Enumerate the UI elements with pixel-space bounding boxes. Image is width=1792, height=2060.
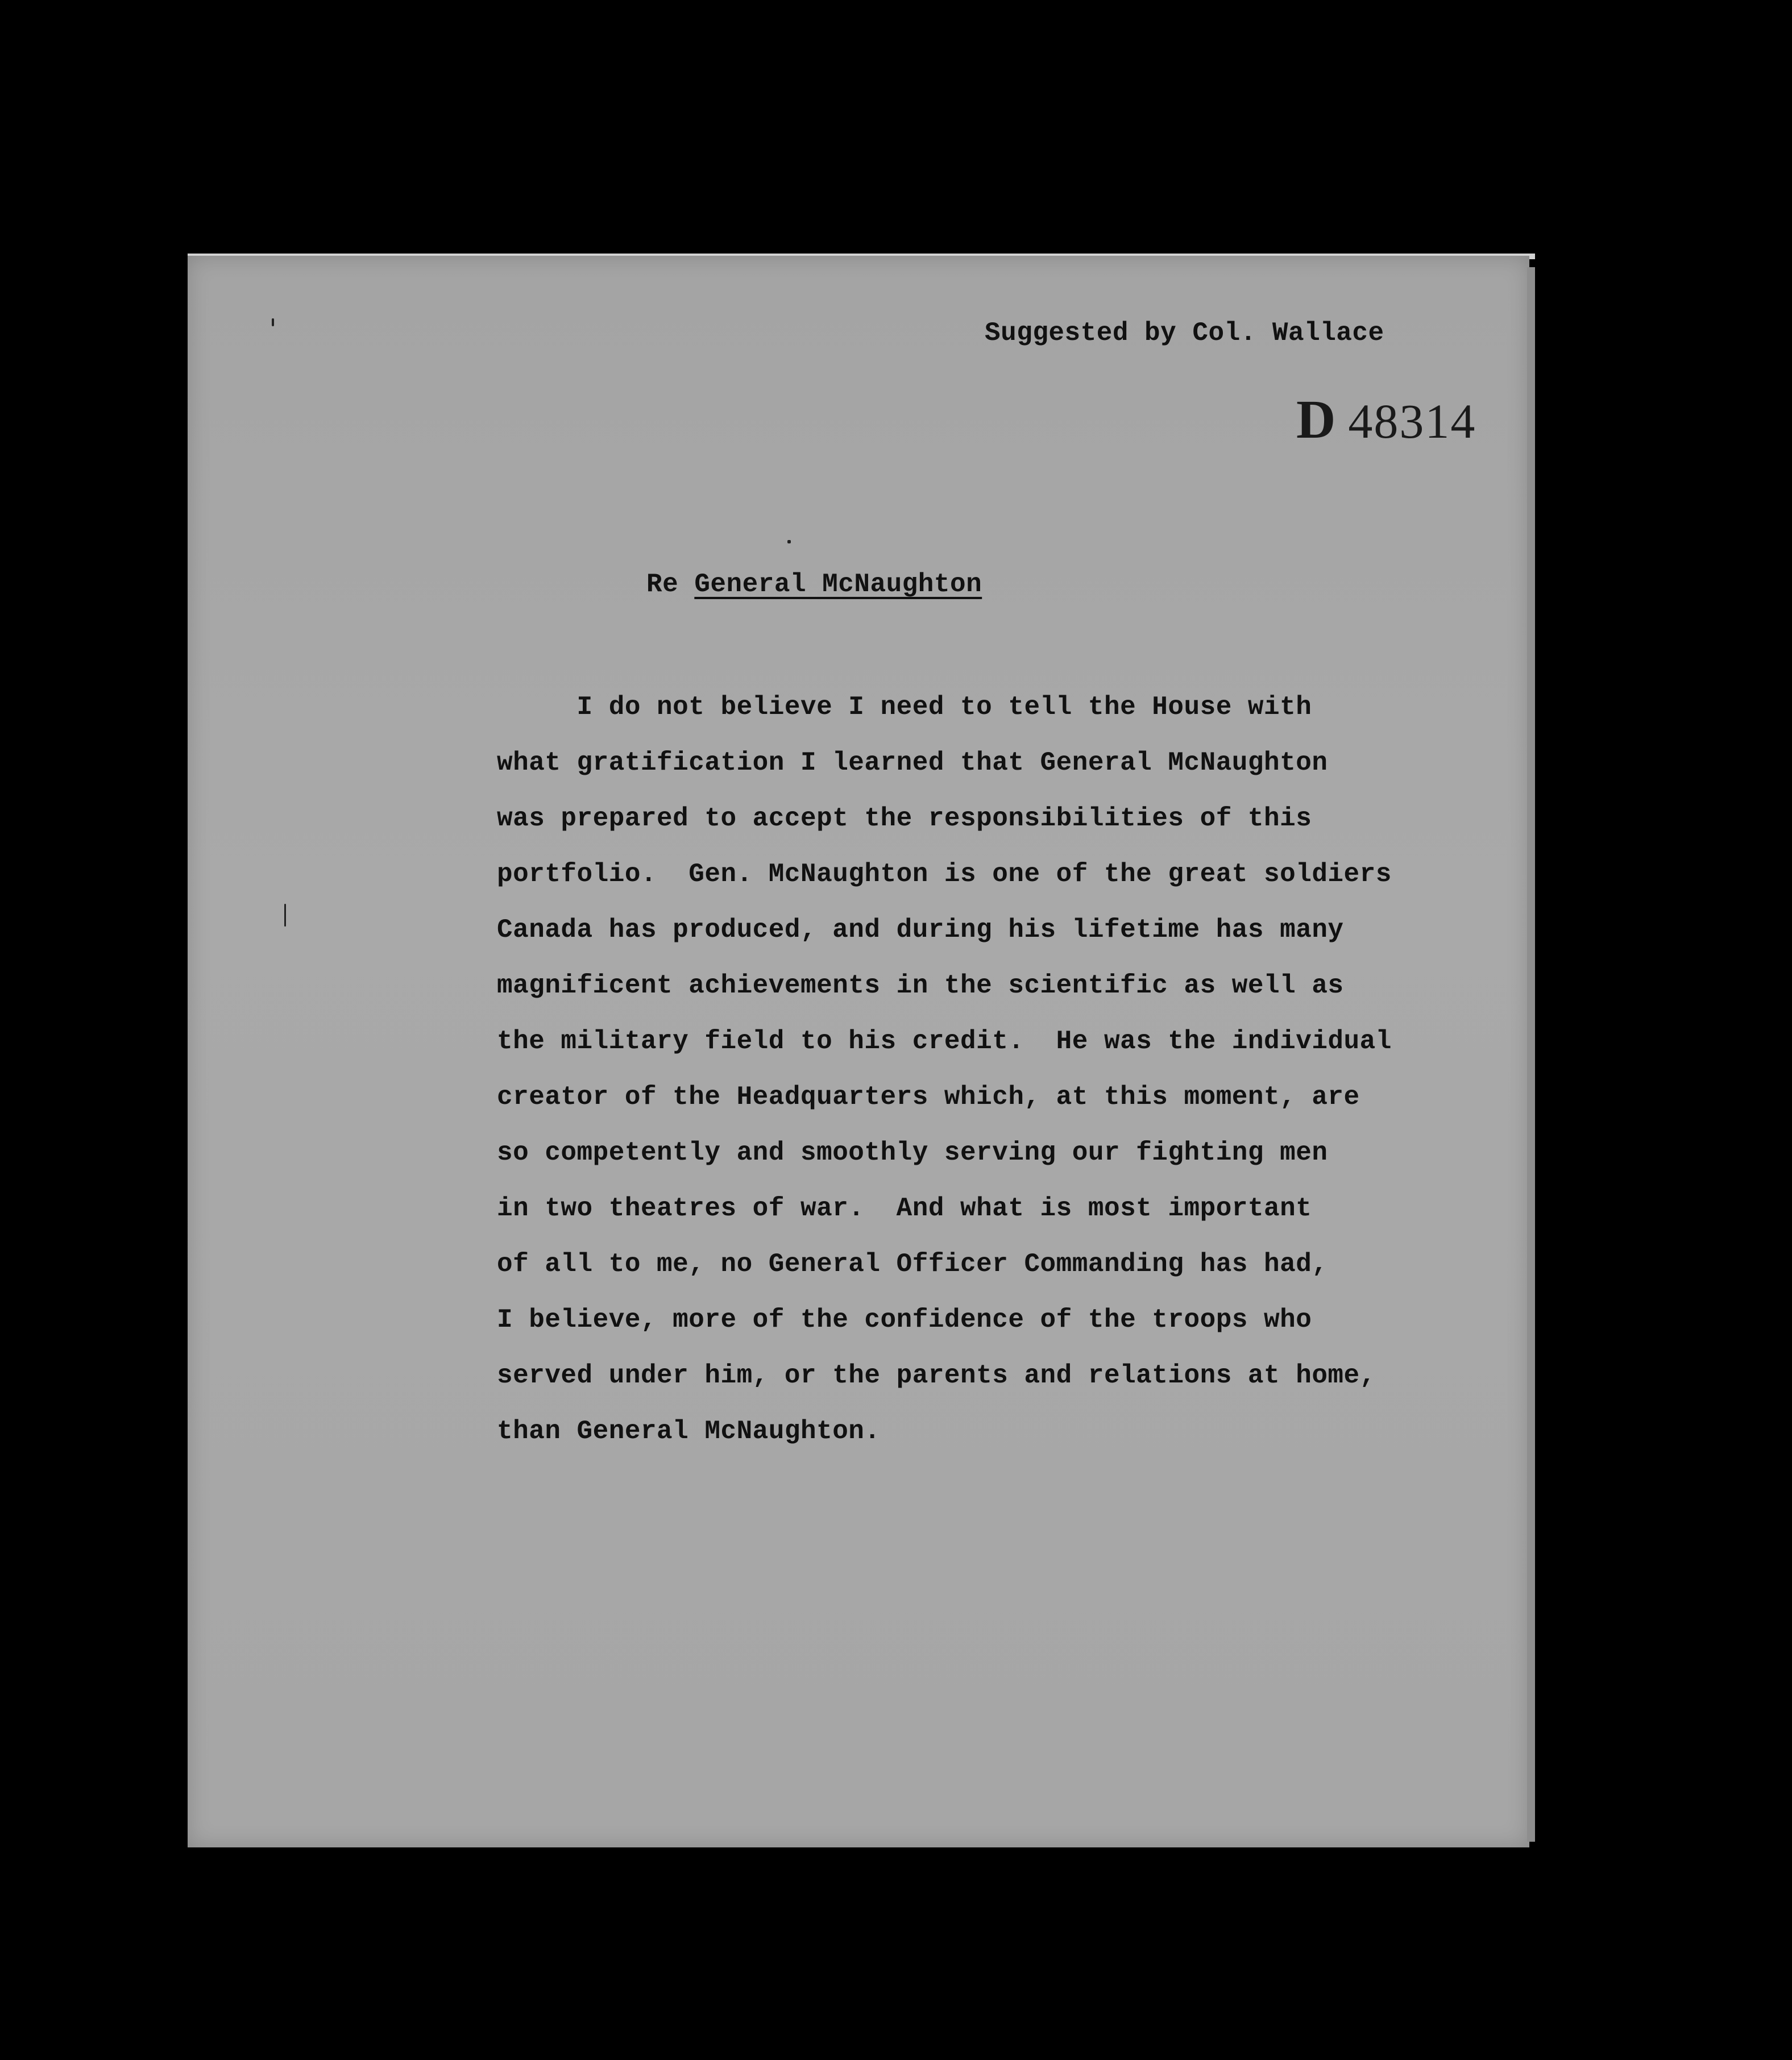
body-line: I believe, more of the confidence of the troops who: [497, 1305, 1312, 1335]
body-line: than General McNaughton.: [497, 1417, 881, 1446]
body-line: I do not believe I need to tell the House with: [497, 692, 1312, 722]
heading-subject: General McNaughton: [694, 570, 982, 599]
margin-mark: [787, 540, 791, 543]
body-line: magnificent achievements in the scientific as well as: [497, 971, 1344, 1000]
body-line: creator of the Headquarters which, at this moment, are: [497, 1082, 1360, 1112]
body-line: portfolio. Gen. McNaughton is one of the great soldiers: [497, 859, 1392, 889]
stamp-number: 48314: [1348, 394, 1476, 448]
body-line: of all to me, no General Officer Commanding has had,: [497, 1249, 1328, 1279]
attribution-line: Suggested by Col. Wallace: [985, 318, 1384, 348]
body-line: in two theatres of war. And what is most important: [497, 1194, 1312, 1223]
margin-mark: [272, 318, 274, 326]
memo-body: [497, 679, 1392, 1459]
body-line: so competently and smoothly serving our fighting men: [497, 1138, 1328, 1168]
paper-right-edge: [1527, 267, 1535, 1842]
stamp-letter: D: [1296, 389, 1336, 450]
archive-stamp: [1296, 389, 1476, 450]
body-line: served under him, or the parents and relations at home,: [497, 1361, 1376, 1390]
body-line: the military field to his credit. He was the individual: [497, 1027, 1392, 1056]
body-line: Canada has produced, and during his lifetime has many: [497, 915, 1344, 945]
body-line: was prepared to accept the responsibilities of this: [497, 804, 1312, 833]
memo-heading: [646, 571, 982, 597]
body-line: what gratification I learned that General McNaughton: [497, 748, 1328, 778]
heading-prefix: Re: [646, 570, 679, 599]
margin-mark: [284, 904, 286, 927]
